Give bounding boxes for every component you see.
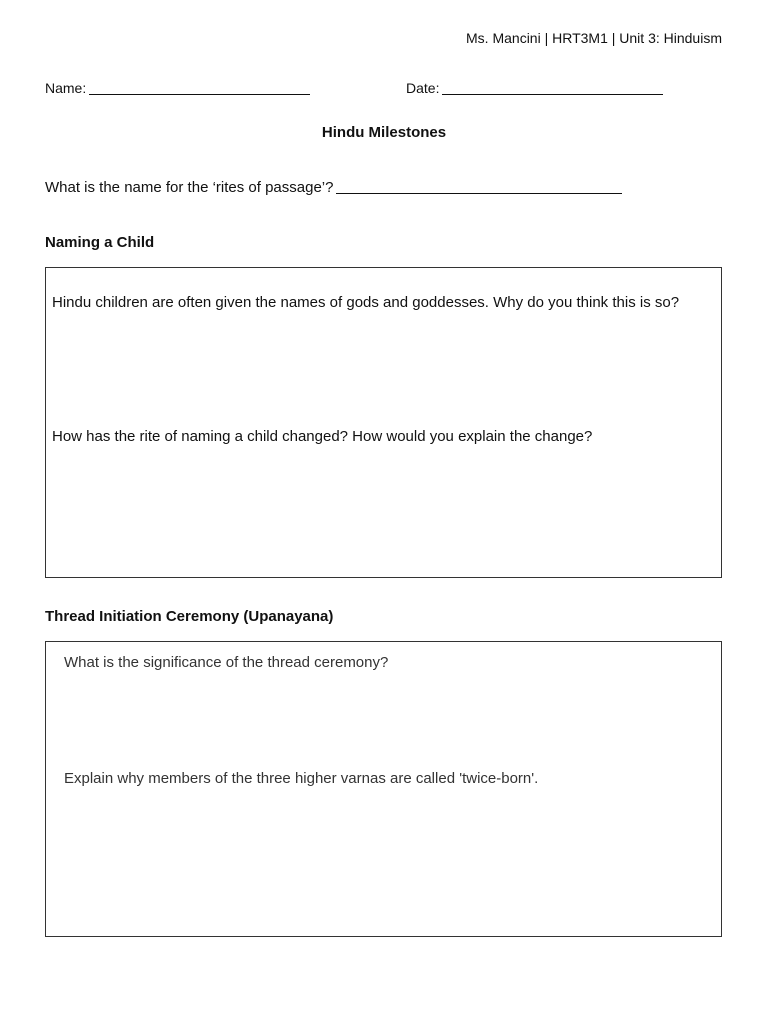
name-label: Name: xyxy=(45,80,87,96)
name-blank-line[interactable] xyxy=(89,93,310,95)
naming-child-question-2: How has the rite of naming a child changed? How would you explain the change? xyxy=(52,428,593,445)
course-header: Ms. Mancini | HRT3M1 | Unit 3: Hinduism xyxy=(466,30,722,46)
naming-child-answer-box[interactable] xyxy=(45,267,722,578)
name-field[interactable] xyxy=(45,80,310,96)
date-field[interactable] xyxy=(406,80,663,96)
page-title: Hindu Milestones xyxy=(321,124,447,141)
rites-of-passage-text: What is the name for the ‘rites of passage’? xyxy=(45,179,334,196)
date-label: Date: xyxy=(406,80,440,96)
thread-ceremony-question-2: Explain why members of the three higher varnas are called 'twice-born'. xyxy=(64,770,539,787)
thread-ceremony-answer-box[interactable] xyxy=(45,641,722,937)
date-blank-line[interactable] xyxy=(442,93,663,95)
student-info-row xyxy=(45,80,725,98)
section-heading-naming-child: Naming a Child xyxy=(45,234,155,251)
rites-of-passage-blank-line[interactable] xyxy=(336,192,622,194)
thread-ceremony-question-1: What is the significance of the thread ceremony? xyxy=(64,654,389,671)
rites-of-passage-question xyxy=(45,179,622,196)
section-heading-thread-ceremony: Thread Initiation Ceremony (Upanayana) xyxy=(45,608,334,625)
naming-child-question-1: Hindu children are often given the names of gods and goddesses. Why do you think this is so? xyxy=(52,294,680,311)
